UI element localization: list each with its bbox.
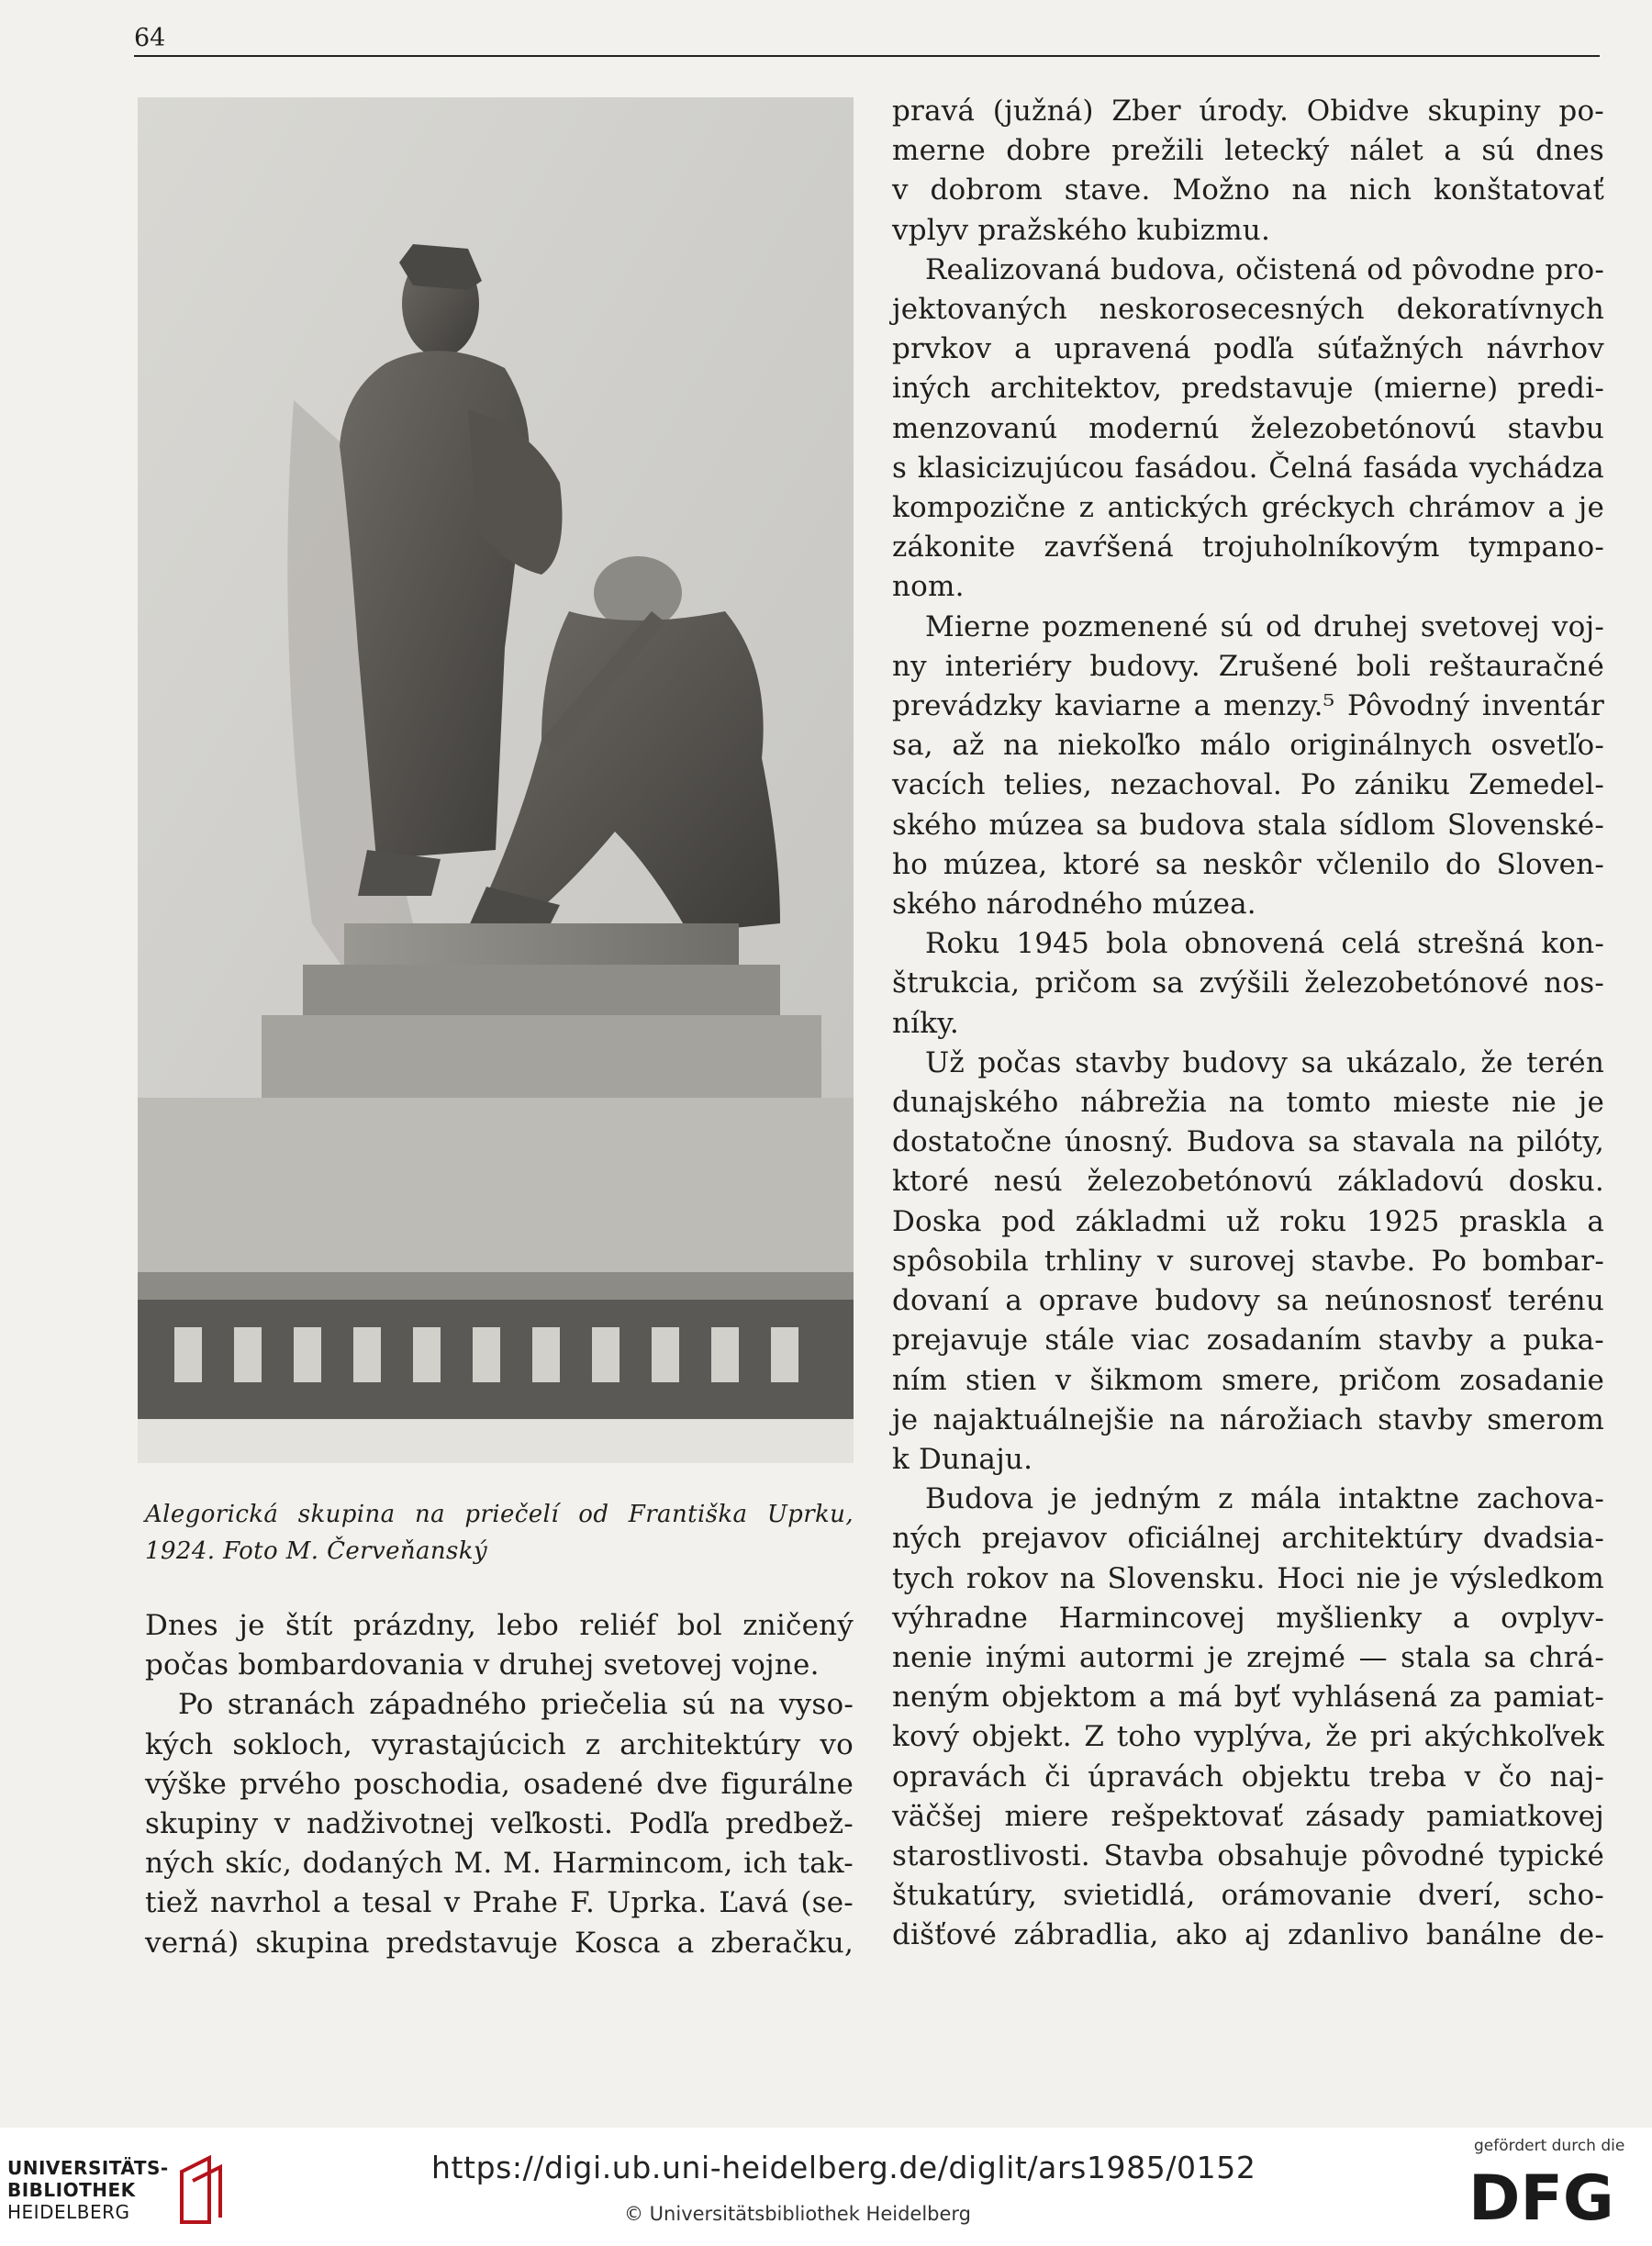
- text-line: Roku 1945 bola obnovená celá strešná kon-: [925, 927, 1604, 961]
- text-line: ského múzea sa budova stala sídlom Slovenské-: [892, 808, 1604, 842]
- text-line: ho múzea, ktoré sa neskôr včlenilo do Sloven-: [892, 847, 1604, 881]
- text-line: menzovanú modernú železobetónovú stavbu: [892, 411, 1604, 445]
- text-line: štrukcia, pričom sa zvýšili železobetónové nos-: [892, 967, 1604, 1000]
- library-emblem-icon: [173, 2153, 228, 2227]
- library-name-line: HEIDELBERG: [7, 2201, 130, 2223]
- text-line: starostlivosti. Stavba obsahuje pôvodné typické: [892, 1838, 1604, 1872]
- digitization-footer: [0, 2128, 1652, 2246]
- sculpture-photo: [138, 97, 854, 1463]
- text-line: zákonite zavŕšená trojuholníkovým tympano-: [892, 531, 1604, 564]
- text-line: sa, až na niekoľko málo originálnych osvetľo-: [892, 729, 1604, 763]
- text-line: iných architektov, predstavuje (mierne) predi-: [892, 372, 1604, 406]
- text-line: k Dunaju.: [892, 1442, 1033, 1476]
- text-line: prevádzky kaviarne a menzy.⁵ Pôvodný inventár: [892, 689, 1604, 723]
- text-line: kompozične z antických gréckych chrámov a je: [892, 491, 1604, 525]
- text-line: verná) skupina predstavuje Kosca a zberačku,: [145, 1926, 854, 1960]
- text-line: Už počas stavby budovy sa ukázalo, že terén: [925, 1045, 1604, 1079]
- text-line: dovaní a oprave budovy sa neúnosnosť terénu: [892, 1284, 1604, 1318]
- text-line: výške prvého poschodia, osadené dve figurálne: [145, 1767, 854, 1801]
- text-line: nenie inými autormi je zrejmé — stala sa chrá-: [892, 1640, 1604, 1674]
- figure-caption: [145, 1496, 854, 1570]
- text-line: s klasicizujúcou fasádou. Čelná fasáda vychádza: [892, 451, 1604, 485]
- funding-note: gefördert durch die: [1474, 2137, 1625, 2155]
- text-line: ského národného múzea.: [892, 888, 1256, 922]
- text-line: počas bombardovania v druhej svetovej vojne.: [145, 1648, 820, 1682]
- text-line: v dobrom stave. Možno na nich konštatovať: [892, 173, 1604, 207]
- text-line: opravách či úpravách objektu treba v čo naj-: [892, 1760, 1604, 1793]
- text-line: merne dobre prežili letecký nálet a sú dnes: [892, 134, 1604, 168]
- header-rule: [134, 55, 1600, 57]
- right-text-column: [892, 92, 1604, 1956]
- text-line: dostatočne únosný. Budova sa stavala na pilóty,: [892, 1125, 1604, 1159]
- text-line: neným objektom a má byť vyhlásená za pamiat-: [892, 1681, 1604, 1715]
- text-line: výhradne Harmincovej myšlienky a ovplyv-: [892, 1601, 1604, 1635]
- library-name-line: UNIVERSITÄTS-: [7, 2157, 169, 2179]
- text-line: kový objekt. Z toho vyplýva, že pri akýchkoľvek: [892, 1720, 1604, 1754]
- permalink-link[interactable]: https://digi.ub.uni-heidelberg.de/diglit/ars1985/0152: [431, 2150, 1256, 2185]
- text-line: nom.: [892, 570, 965, 604]
- text-line: dunajského nábrežia na tomto mieste nie je: [892, 1086, 1604, 1120]
- text-line: väčšej miere rešpektovať zásady pamiatkovej: [892, 1799, 1604, 1833]
- text-line: prejavuje stále viac zosadaním stavby a pukа-: [892, 1324, 1604, 1358]
- text-line: tiež navrhol a tesal v Prahe F. Uprka. Ľavá (se-: [145, 1886, 854, 1920]
- text-line: vplyv pražského kubizmu.: [892, 213, 1271, 247]
- text-line: dišťové zábradlia, ako aj zdanlivo banálne de-: [892, 1918, 1604, 1952]
- text-line: ním stien v šikmom smere, pričom zosadanie: [892, 1363, 1604, 1397]
- page-number: 64: [134, 24, 166, 52]
- library-logo[interactable]: [7, 2153, 237, 2227]
- text-line: vacích telies, nezachoval. Po zániku Zemedel-: [892, 768, 1604, 802]
- text-line: prvkov a upravená podľa súťažných návrhov: [892, 332, 1604, 366]
- library-name-line: BIBLIOTHEK: [7, 2179, 136, 2201]
- left-text-column: [145, 1606, 854, 1963]
- copyright-notice: © Universitätsbibliothek Heidelberg: [624, 2203, 972, 2225]
- dfg-logo-text: DFG: [1468, 2162, 1614, 2227]
- caption-line: 1924. Foto M. Červeňanský: [145, 1537, 488, 1565]
- text-line: jektovaných neskorosecesných dekoratívnych: [892, 293, 1604, 327]
- text-line: Mierne pozmenené sú od druhej svetovej voj-: [925, 609, 1604, 643]
- text-line: Doska pod základmi už roku 1925 praskla a: [892, 1204, 1604, 1238]
- text-line: pravá (južná) Zber úrody. Obidve skupiny po-: [892, 95, 1604, 128]
- text-line: ných prejavov oficiálnej architektúry dvadsia-: [892, 1522, 1604, 1556]
- text-line: níky.: [892, 1006, 959, 1040]
- text-line: je najaktuálnejšie na nárožiach stavby smerom: [892, 1402, 1604, 1436]
- text-line: Dnes je štít prázdny, lebo reliéf bol zničený: [145, 1609, 854, 1642]
- text-line: kých sokloch, vyrastajúcich z architektúry vo: [145, 1727, 854, 1761]
- dfg-logo[interactable]: [1468, 2162, 1634, 2227]
- text-line: Realizovaná budova, očistená od pôvodne pro-: [925, 252, 1604, 286]
- text-line: skupiny v nadživotnej veľkosti. Podľa predbež-: [145, 1807, 854, 1841]
- text-line: spôsobila trhliny v surovej stavbe. Po bombar-: [892, 1244, 1604, 1278]
- caption-line: Alegorická skupina na priečelí od Františka Uprku,: [145, 1501, 854, 1528]
- text-line: štukatúry, svietidlá, orámovanie dverí, scho-: [892, 1879, 1604, 1913]
- text-line: Budova je jedným z mála intaktne zachova-: [925, 1482, 1604, 1516]
- text-line: ny interiéry budovy. Zrušené boli reštauračné: [892, 649, 1604, 683]
- text-line: tych rokov na Slovensku. Hoci nie je výsledkom: [892, 1561, 1604, 1595]
- text-line: ných skíc, dodaných M. M. Harmincom, ich tak-: [145, 1847, 854, 1881]
- text-line: Po stranách západného priečelia sú na vyso-: [178, 1688, 854, 1722]
- text-line: ktoré nesú železobetónovú základovú dosku.: [892, 1165, 1604, 1199]
